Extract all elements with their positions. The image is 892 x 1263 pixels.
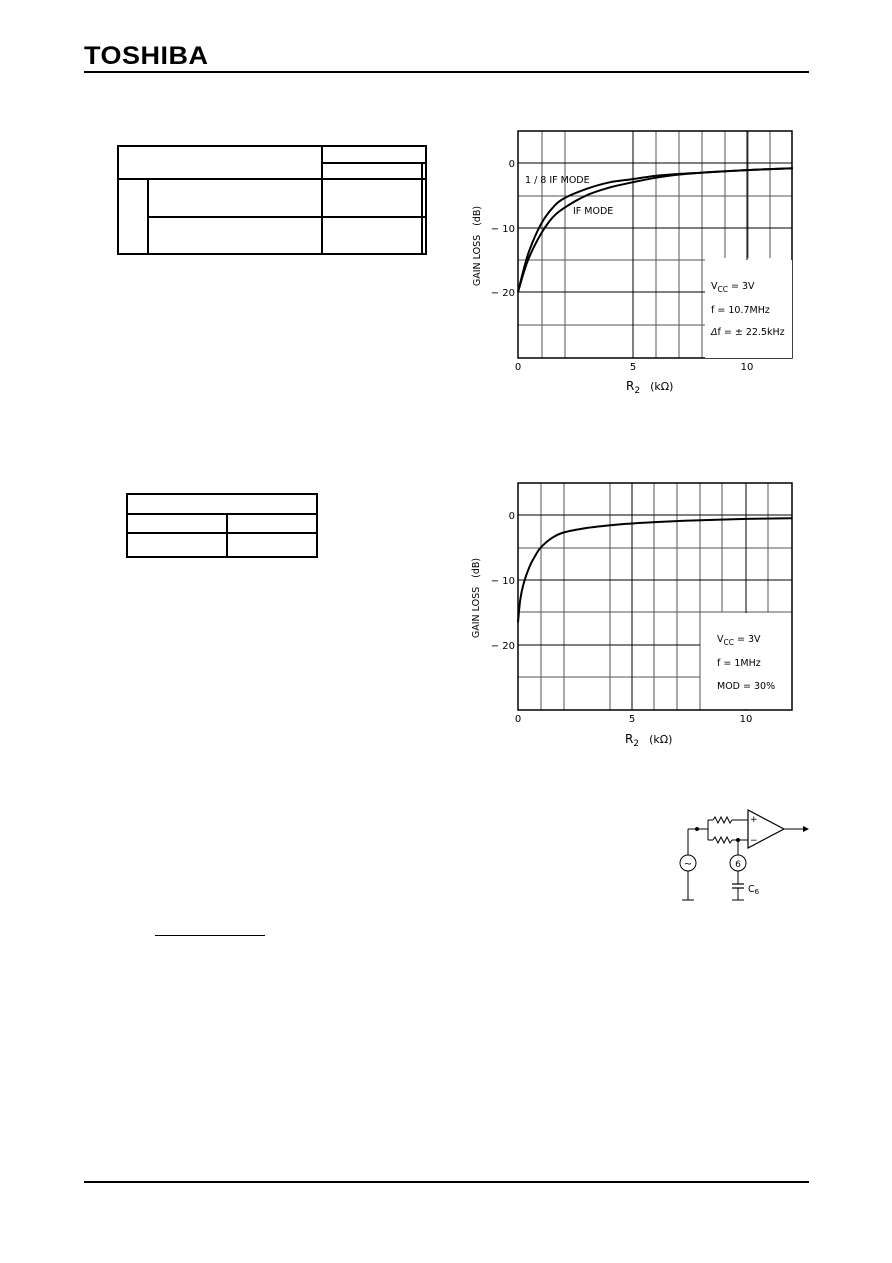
y-axis-label: GAIN LOSS (dB) [472, 205, 483, 287]
table-cell [322, 217, 422, 254]
spec-table-2 [126, 493, 318, 558]
y-tick-0: 0 [508, 511, 515, 522]
y-axis-label: GAIN LOSS (dB) [471, 557, 482, 639]
table-cell [322, 146, 426, 163]
table-cell [227, 514, 317, 532]
condition-vcc: $V_{CC} = 3V$ [711, 281, 755, 294]
condition-frequency: f = 10.7MHz [711, 305, 770, 316]
table-cell [148, 217, 322, 254]
test-circuit [668, 800, 818, 919]
table-cell [127, 533, 227, 557]
table-cell [227, 533, 317, 557]
op-amp-minus: − [750, 836, 758, 846]
x-tick-0: 0 [514, 362, 522, 373]
y-tick-minus-10: − 10 [490, 224, 515, 235]
table-cell [118, 146, 322, 179]
header-rule [84, 71, 809, 73]
gain-loss-chart-if [455, 118, 815, 407]
table-cell [118, 179, 148, 254]
y-tick-0: 0 [508, 159, 515, 170]
table-cell [127, 494, 317, 514]
table-cell [322, 163, 422, 180]
junction-dot [695, 827, 699, 831]
table-cell [422, 217, 426, 254]
x-tick-5: 5 [629, 362, 637, 373]
underline-rule [155, 935, 265, 936]
table-cell [422, 179, 426, 216]
capacitor-label: $C_6$ [748, 884, 760, 896]
table-cell [127, 514, 227, 532]
y-tick-minus-10: − 10 [490, 576, 515, 587]
circuit-svg [668, 800, 818, 915]
x-tick-10: 10 [740, 362, 754, 373]
spec-table-1 [117, 145, 427, 255]
footer-rule [84, 1181, 809, 1183]
x-tick-5: 5 [628, 714, 636, 725]
chart-svg [455, 470, 815, 755]
resistor-icon [713, 817, 732, 823]
x-tick-10: 10 [739, 714, 753, 725]
output-arrow-icon [803, 826, 809, 832]
series-line-gain-loss [518, 518, 792, 622]
table-cell [422, 163, 426, 180]
x-tick-0: 0 [514, 714, 522, 725]
y-tick-minus-20: − 20 [490, 288, 515, 299]
condition-vcc: $V_{CC} = 3V$ [717, 634, 761, 647]
resistor-icon [713, 837, 732, 843]
x-axis-label: $R_2$ (kΩ) [625, 732, 673, 749]
condition-deviation: Δf = ± 22.5kHz [711, 327, 785, 338]
chart-svg [455, 118, 815, 403]
op-amp-plus: + [750, 815, 758, 825]
y-tick-minus-20: − 20 [490, 641, 515, 652]
x-axis-label: $R_2$ (kΩ) [626, 379, 674, 396]
table-cell [322, 179, 422, 216]
pin-6-label: 6 [735, 860, 741, 870]
series-label-1-8-if-mode: 1 / 8 IF MODE [525, 175, 590, 186]
series-label-if-mode: IF MODE [573, 206, 614, 217]
toshiba-logo: TOSHIBA [84, 42, 209, 70]
condition-modulation: MOD = 30% [717, 681, 776, 692]
ac-source-glyph: ~ [683, 859, 693, 870]
gain-loss-chart-am [455, 470, 815, 759]
condition-frequency: f = 1MHz [717, 658, 761, 669]
table-cell [148, 179, 322, 216]
